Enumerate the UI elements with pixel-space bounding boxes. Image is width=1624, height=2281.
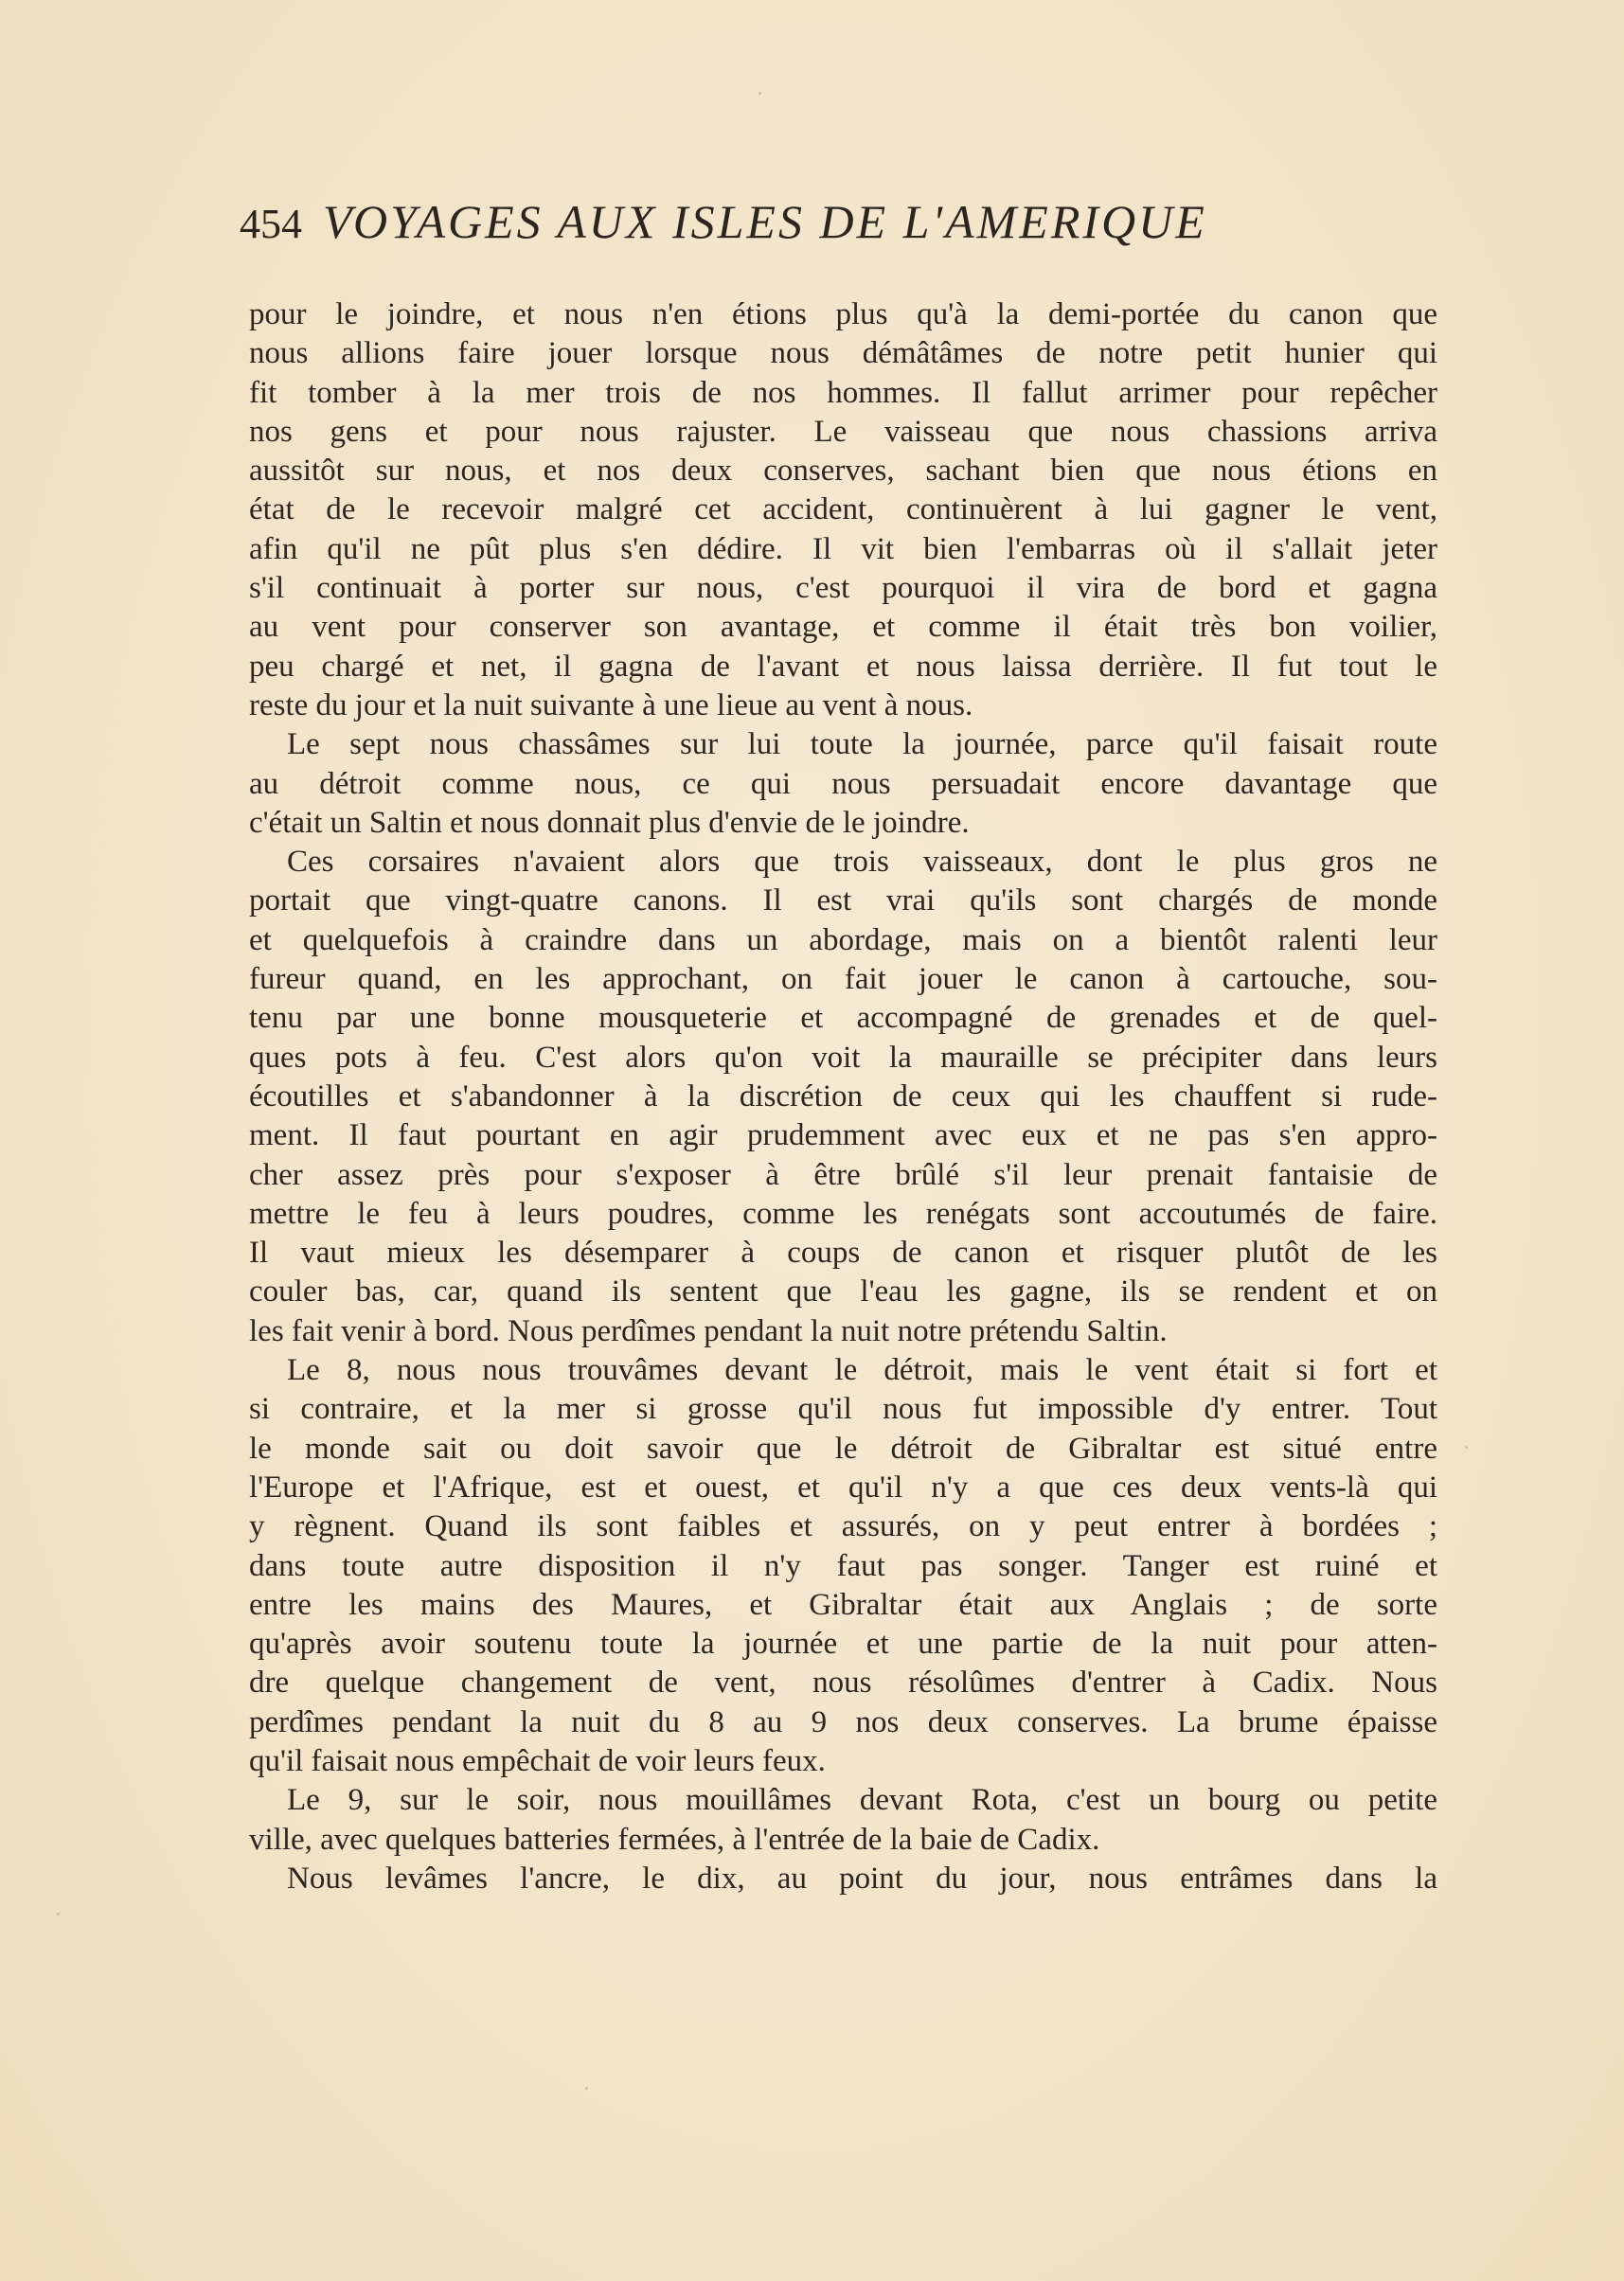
text-line: fureur quand, en les approchant, on fait jouer le canon à cartouche, sou-	[249, 962, 1437, 997]
book-title: VOYAGES AUX ISLES DE L'AMERIQUE	[323, 195, 1207, 248]
text-line: perdîmes pendant la nuit du 8 au 9 nos deux conserves. La brume épaisse	[249, 1704, 1437, 1739]
text-line: dans toute autre disposition il n'y faut pas songer. Tanger est ruiné et	[249, 1548, 1437, 1583]
text-line: aussitôt sur nous, et nos deux conserves, sachant bien que nous étions en	[249, 454, 1437, 489]
text-line: au vent pour conserver son avantage, et comme il était très bon voilier,	[249, 610, 1437, 645]
text-line: couler bas, car, quand ils sentent que l'eau les gagne, ils se rendent et on	[249, 1274, 1437, 1310]
text-line: tenu par une bonne mousqueterie et accompagné de grenades et de quel-	[249, 1001, 1437, 1036]
text-line: pour le joindre, et nous n'en étions plus qu'à la demi-portée du canon que	[249, 297, 1437, 331]
text-line: Le 9, sur le soir, nous mouillâmes devant Rota, c'est un bourg ou petite	[287, 1783, 1437, 1818]
text-line: y règnent. Quand ils sont faibles et assurés, on y peut entrer à bordées ;	[249, 1509, 1437, 1544]
text-line: fit tomber à la mer trois de nos hommes. Il fallut arrimer pour repêcher	[249, 375, 1437, 410]
text-line: Il vaut mieux les désemparer à coups de canon et risquer plutôt de les	[249, 1236, 1437, 1271]
text-line: entre les mains des Maures, et Gibraltar était aux Anglais ; de sorte	[249, 1587, 1437, 1622]
text-line: ques pots à feu. C'est alors qu'on voit la mauraille se précipiter dans leurs	[249, 1040, 1437, 1075]
page-number: 454	[240, 201, 302, 247]
text-line: Ces corsaires n'avaient alors que trois vaisseaux, dont le plus gros ne	[287, 845, 1437, 880]
text-line: ville, avec quelques batteries fermées, à l'entrée de la baie de Cadix.	[249, 1822, 1100, 1857]
body-text	[249, 295, 1437, 1898]
paper-speck	[57, 1913, 60, 1916]
text-line: Le 8, nous nous trouvâmes devant le détroit, mais le vent était si fort et	[287, 1353, 1437, 1388]
text-line: l'Europe et l'Afrique, est et ouest, et qu'il n'y a que ces deux vents-là qui	[249, 1470, 1437, 1505]
text-line: mettre le feu à leurs poudres, comme les renégats sont accoutumés de faire.	[249, 1196, 1437, 1231]
text-line: Le sept nous chassâmes sur lui toute la journée, parce qu'il faisait route	[287, 727, 1437, 762]
text-line: le monde sait ou doit savoir que le détroit de Gibraltar est situé entre	[249, 1431, 1437, 1466]
text-line: au détroit comme nous, ce qui nous persuadait encore davantage que	[249, 766, 1437, 801]
paper-speck	[585, 2087, 588, 2090]
text-line: c'était un Saltin et nous donnait plus d'envie de le joindre.	[249, 805, 970, 840]
paper-speck	[758, 92, 761, 95]
text-line: s'il continuait à porter sur nous, c'est pourquoi il vira de bord et gagna	[249, 571, 1437, 606]
paper-speck	[1465, 1446, 1468, 1449]
text-line: peu chargé et net, il gagna de l'avant et nous laissa derrière. Il fut tout le	[249, 649, 1437, 684]
text-line: dre quelque changement de vent, nous résolûmes d'entrer à Cadix. Nous	[249, 1666, 1437, 1701]
text-line: qu'après avoir soutenu toute la journée et une partie de la nuit pour atten-	[249, 1627, 1437, 1662]
text-line: état de le recevoir malgré cet accident, continuèrent à lui gagner le vent,	[249, 492, 1437, 527]
text-line: qu'il faisait nous empêchait de voir leurs feux.	[249, 1743, 826, 1778]
text-line: nous allions faire jouer lorsque nous démâtâmes de notre petit hunier qui	[249, 336, 1437, 371]
text-line: cher assez près pour s'exposer à être brûlé s'il leur prenait fantaisie de	[249, 1157, 1437, 1192]
running-head	[240, 194, 1433, 270]
text-line: écoutilles et s'abandonner à la discrétion de ceux qui les chauffent si rude-	[249, 1078, 1437, 1114]
text-line: reste du jour et la nuit suivante à une lieue au vent à nous.	[249, 687, 973, 722]
text-line: les fait venir à bord. Nous perdîmes pendant la nuit notre prétendu Saltin.	[249, 1313, 1168, 1348]
text-line: si contraire, et la mer si grosse qu'il nous fut impossible d'y entrer. Tout	[249, 1392, 1437, 1427]
text-line: ment. Il faut pourtant en agir prudemment avec eux et ne pas s'en appro-	[249, 1118, 1437, 1153]
text-line: Nous levâmes l'ancre, le dix, au point du jour, nous entrâmes dans la	[287, 1861, 1437, 1896]
text-line: portait que vingt-quatre canons. Il est vrai qu'ils sont chargés de monde	[249, 883, 1437, 918]
text-line: et quelquefois à craindre dans un abordage, mais on a bientôt ralenti leur	[249, 922, 1437, 957]
text-line: afin qu'il ne pût plus s'en dédire. Il vit bien l'embarras où il s'allait jeter	[249, 531, 1437, 566]
text-line: nos gens et pour nous rajuster. Le vaisseau que nous chassions arriva	[249, 414, 1437, 449]
